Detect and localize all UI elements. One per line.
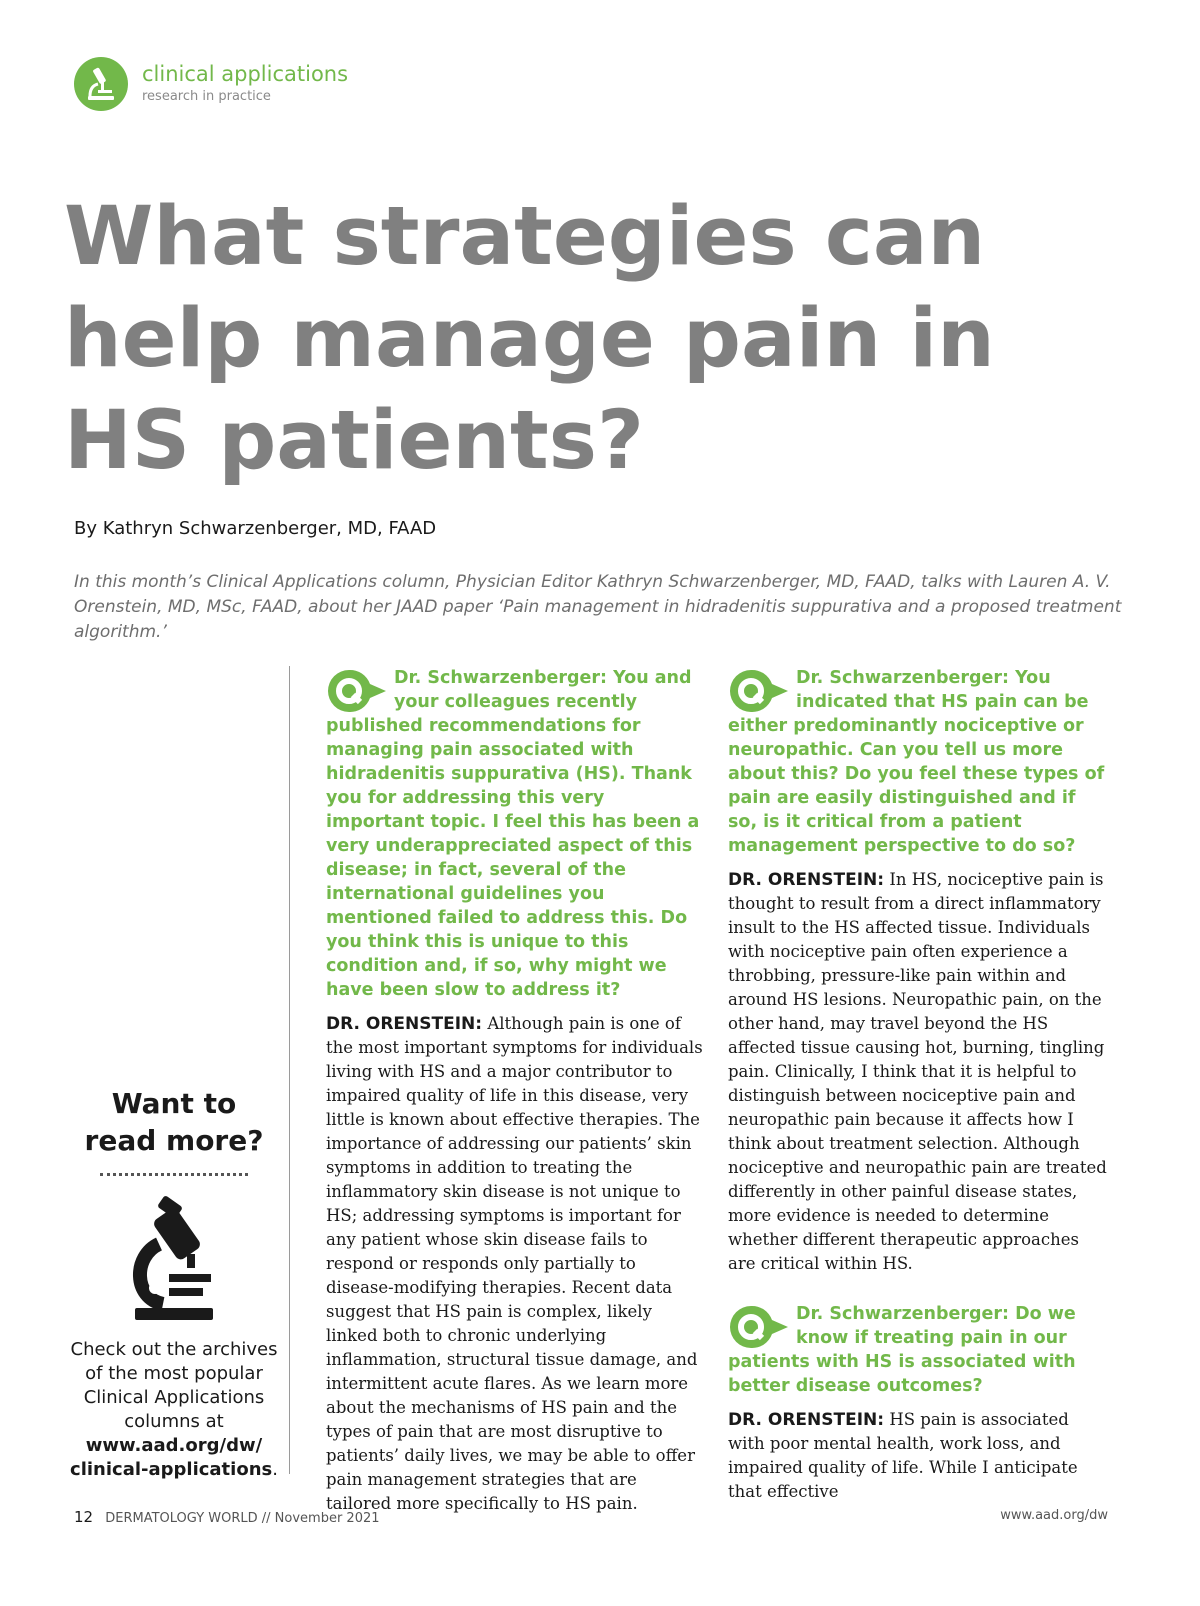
section-header [74,56,348,112]
question-3 [728,1302,1108,1398]
question-2 [728,666,1108,858]
sidebar-text-body: Check out the archives of the most popular Clinical Applications columns at [70,1339,278,1432]
read-more-sidebar [62,1085,286,1482]
section-label: clinical applications [142,62,349,86]
page-title [64,186,1144,492]
footer-left [74,1508,380,1526]
asker-label: Dr. Schwarzenberger: [394,668,608,688]
answer-text: Although pain is one of the most important symptoms for individuals living with HS and a major contributor to impaired quality of life in this disease, very little is known about effective therapies. The importance of addressing our patients’ skin symptoms in addition to treating the inflammatory skin disease is not unique to HS; addressing symptoms is important for any patient whose skin disease fails to respond or responds only partially to disease-modifying therapies. Recent data suggest that HS pain is complex, likely linked both to chronic underlying inflammation, structural tissue damage, and intermittent acute flares. As we learn more about the mechanisms of HS pain and the types of pain that are most disruptive to patients’ daily lives, we may be able to offer pain management strategies that are tailored more specifically to HS pain. [326,1014,703,1513]
article-column-1 [326,666,706,1516]
question-text: Do we know if treating pain in our patients with HS is associated with better disease outcomes? [728,1304,1076,1396]
answer-2 [728,868,1108,1276]
page-number: 12 [74,1508,94,1526]
sidebar-heading [62,1085,286,1159]
responder-label: DR. ORENSTEIN: [728,870,885,890]
responder-label: DR. ORENSTEIN: [326,1014,483,1034]
asker-label: Dr. Schwarzenberger: [796,668,1010,688]
column-divider [289,666,290,1474]
archive-link[interactable]: www.aad.org/dw/ clinical-applications [70,1435,273,1480]
dotted-divider [100,1173,248,1176]
microscope-icon [74,57,128,111]
question-text: You indicated that HS pain can be either predominantly nociceptive or neuropathic. Can you tell us more about this? Do you feel these types of pain are easily distinguished and if so, is it critical from a patient management perspective to do so? [728,668,1105,856]
question-1 [326,666,706,1002]
title-line: What strategies can [64,190,986,284]
answer-3 [728,1408,1108,1504]
answer-text: In HS, nociceptive pain is thought to result from a direct inflammatory insult to the HS affected tissue. Individuals with nociceptive pain often experience a throbbing, pressure-like pain within and around HS lesions. Neuropathic pain, on the other hand, may travel beyond the HS affected tissue causing hot, burning, tingling pain. Clinically, I think that it is helpful to distinguish between nociceptive pain and neuropathic pain because it affects how I think about treatment selection. Although nociceptive and neuropathic pain are treated differently in other painful disease states, more evidence is needed to determine whether different therapeutic approaches are critical within HS. [728,870,1107,1273]
footer-website: www.aad.org/dw [1000,1508,1108,1523]
responder-label: DR. ORENSTEIN: [728,1410,885,1430]
answer-1 [326,1012,706,1516]
title-line: HS patients? [64,394,644,488]
asker-label: Dr. Schwarzenberger: [796,1304,1010,1324]
sidebar-heading-line: Want to [111,1087,237,1120]
question-bubble-icon [728,668,790,714]
byline: By Kathryn Schwarzenberger, MD, FAAD [74,518,437,539]
sidebar-text-suffix: . [272,1459,278,1480]
publication-name: DERMATOLOGY WORLD // November 2021 [105,1511,380,1526]
article-column-2 [728,666,1108,1504]
sidebar-text [62,1338,286,1482]
subsection-label: research in practice [142,89,271,104]
answer-text: HS pain is associated with poor mental health, work loss, and impaired quality of life. While I anticipate that effective [728,1410,1078,1501]
intro-paragraph: In this month’s Clinical Applications column, Physician Editor Kathryn Schwarzenberger, MD, FAAD, talks with Lauren A. V. Orenstein, MD, MSc, FAAD, about her JAAD paper ‘Pain management in hidradenitis suppurativa and a proposed treatment algorithm.’ [74,572,1122,642]
question-bubble-icon [326,668,388,714]
question-text: You and your colleagues recently published recommendations for managing pain associated with hidradenitis suppurativa (HS). Thank you for addressing this very important topic. I feel this has been a very underappreciated aspect of this disease; in fact, several of the international guidelines you mentioned failed to address this. Do you think this is unique to this condition and, if so, why might we have been slow to address it? [326,668,700,1000]
microscope-icon [129,1196,219,1324]
title-line: help manage pain in [64,292,995,386]
question-bubble-icon [728,1304,790,1350]
sidebar-heading-line: read more? [84,1124,264,1157]
